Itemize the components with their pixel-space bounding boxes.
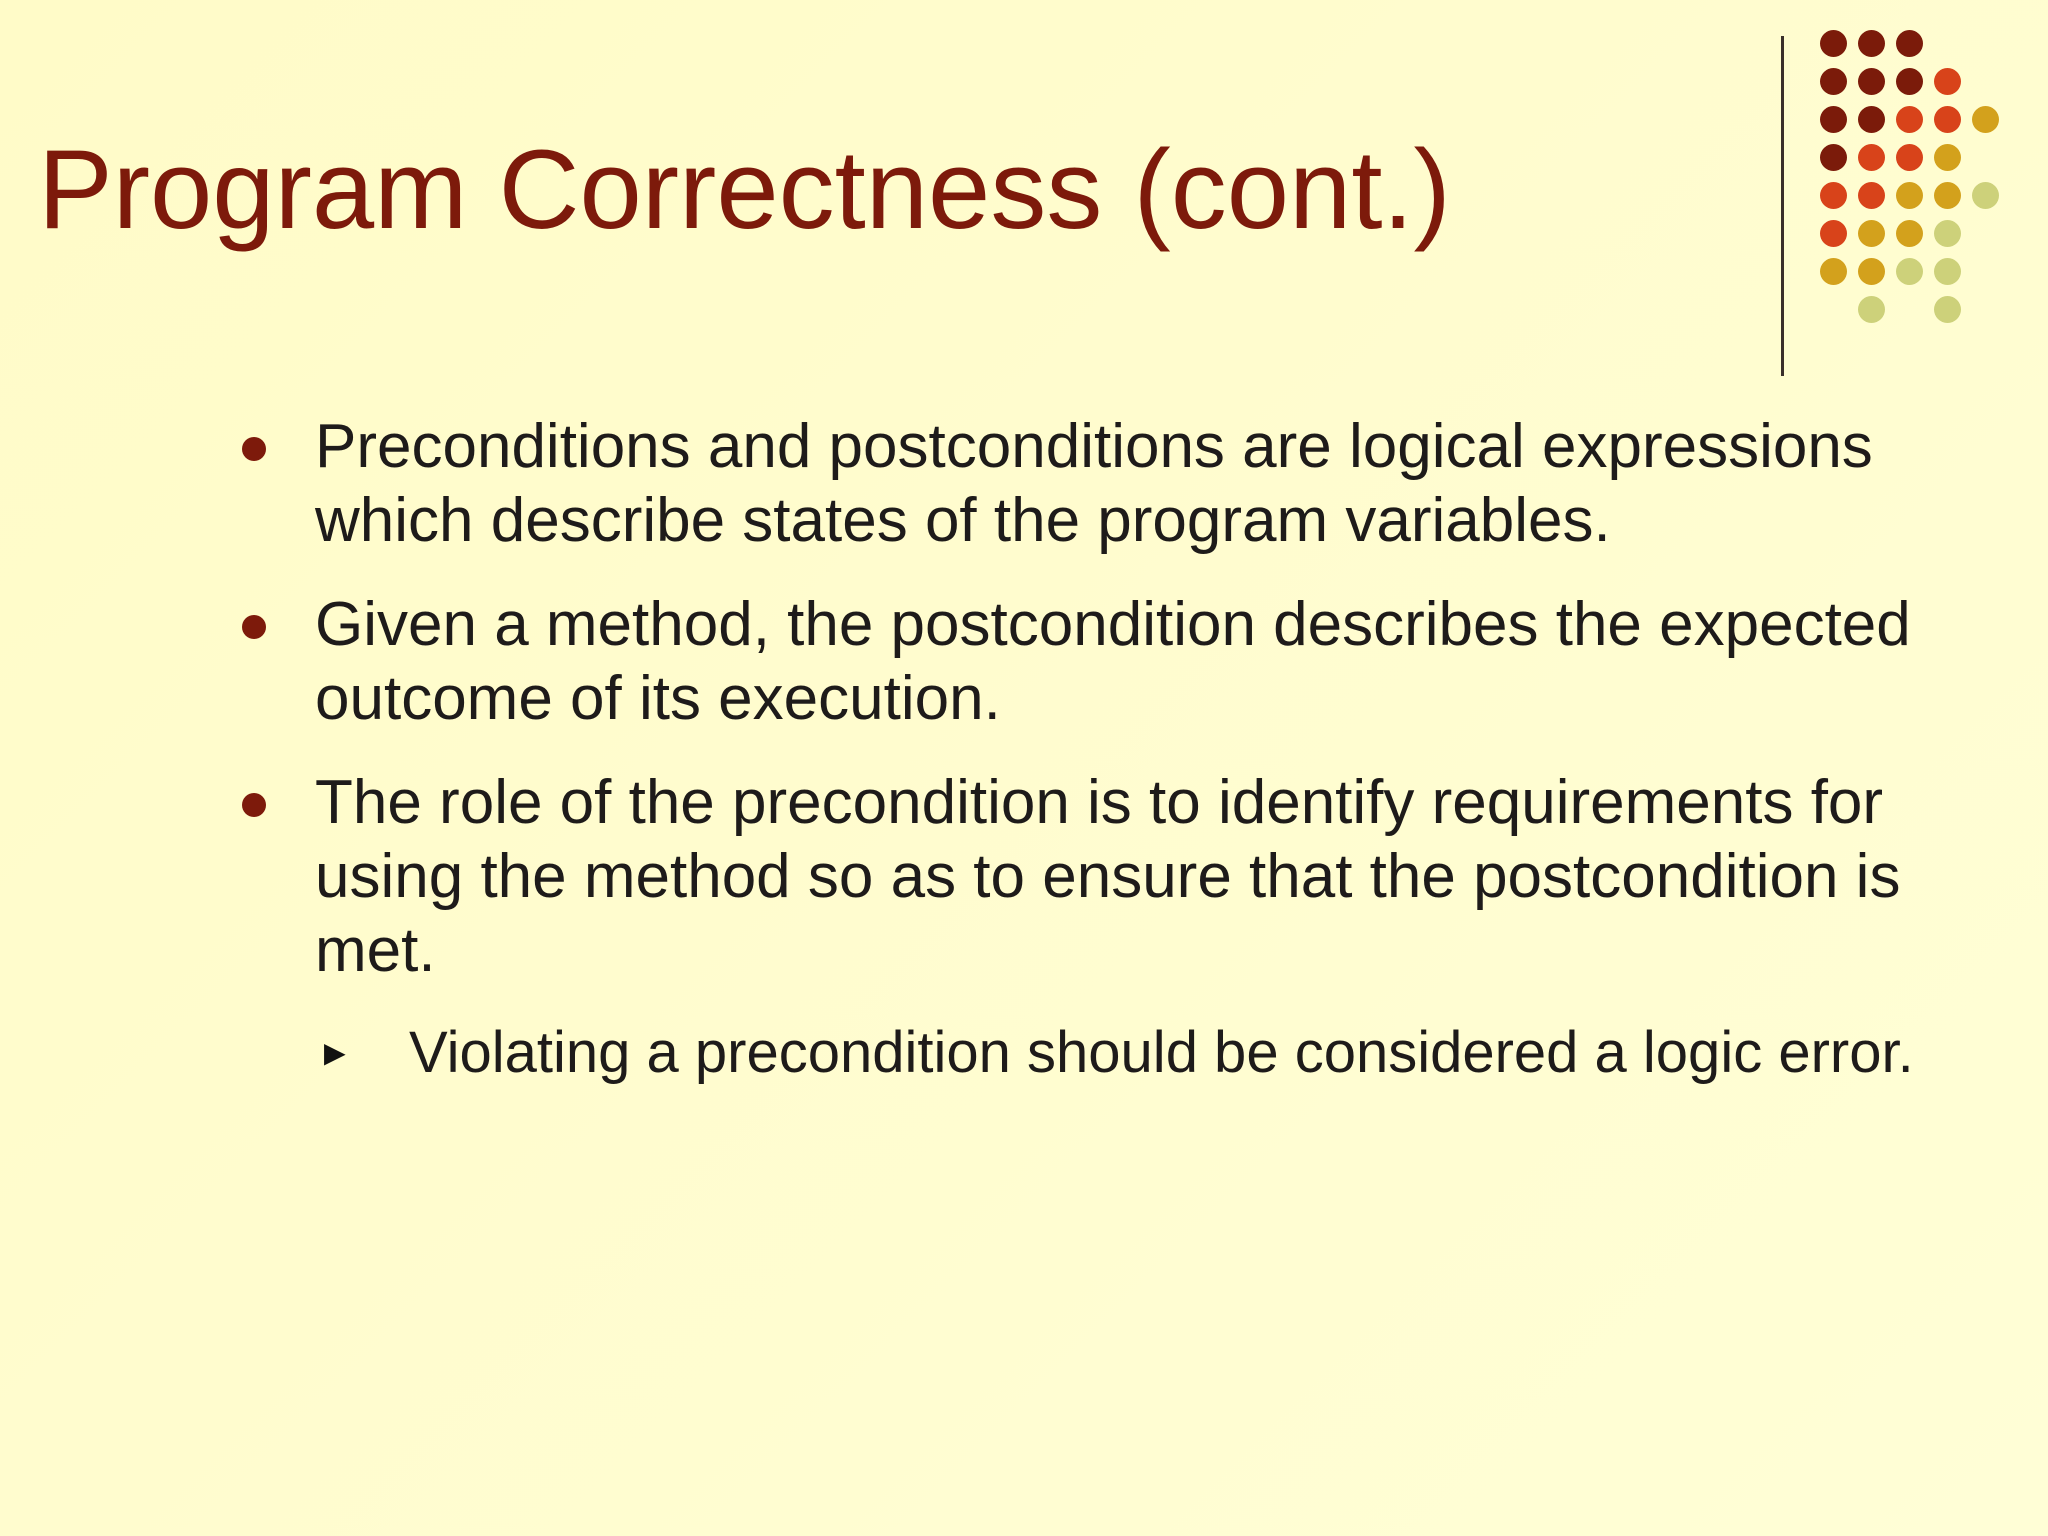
decorative-dot [1858,220,1885,247]
decorative-dot [1934,106,1961,133]
decorative-dot [1934,144,1961,171]
bullet-text: Preconditions and postconditions are logical expressions which describe states of the program variables. [315,412,1873,555]
bullet-text: The role of the precondition is to identify requirements for using the method so as to ensure that the postcondition is met. [315,768,1901,985]
circle-bullet-icon [242,437,266,461]
sub-bullet-item [315,1018,1930,1088]
decorative-dot-grid [1820,30,2020,330]
decorative-dot [1820,220,1847,247]
slide-body [240,410,1930,1088]
decorative-dot [1820,258,1847,285]
title-divider-line [1781,36,1784,376]
decorative-dot [1820,106,1847,133]
bullet-item [240,766,1930,988]
decorative-dot [1934,68,1961,95]
decorative-dot [1896,68,1923,95]
decorative-dot [1972,182,1999,209]
decorative-dot [1896,258,1923,285]
circle-bullet-icon [242,793,266,817]
decorative-dot [1934,220,1961,247]
decorative-dot [1896,144,1923,171]
bullet-text: Given a method, the postcondition describes the expected outcome of its execution. [315,590,1911,733]
decorative-dot [1858,258,1885,285]
decorative-dot [1820,144,1847,171]
triangle-arrow-icon: ► [317,1032,353,1073]
decorative-dot [1896,220,1923,247]
decorative-dot [1858,182,1885,209]
decorative-dot [1858,106,1885,133]
circle-bullet-icon [242,615,266,639]
decorative-dot [1820,68,1847,95]
sub-bullet-text: Violating a precondition should be considered a logic error. [409,1020,1914,1085]
decorative-dot [1858,30,1885,57]
decorative-dot [1896,106,1923,133]
decorative-dot [1858,296,1885,323]
decorative-dot [1820,182,1847,209]
decorative-dot [1896,182,1923,209]
slide-title: Program Correctness (cont.) [38,127,1451,252]
decorative-dot [1820,30,1847,57]
decorative-dot [1934,182,1961,209]
bullet-item [240,588,1930,736]
decorative-dot [1934,258,1961,285]
bullet-item [240,410,1930,558]
decorative-dot [1972,106,1999,133]
decorative-dot [1934,296,1961,323]
decorative-dot [1858,68,1885,95]
decorative-dot [1896,30,1923,57]
decorative-dot [1858,144,1885,171]
